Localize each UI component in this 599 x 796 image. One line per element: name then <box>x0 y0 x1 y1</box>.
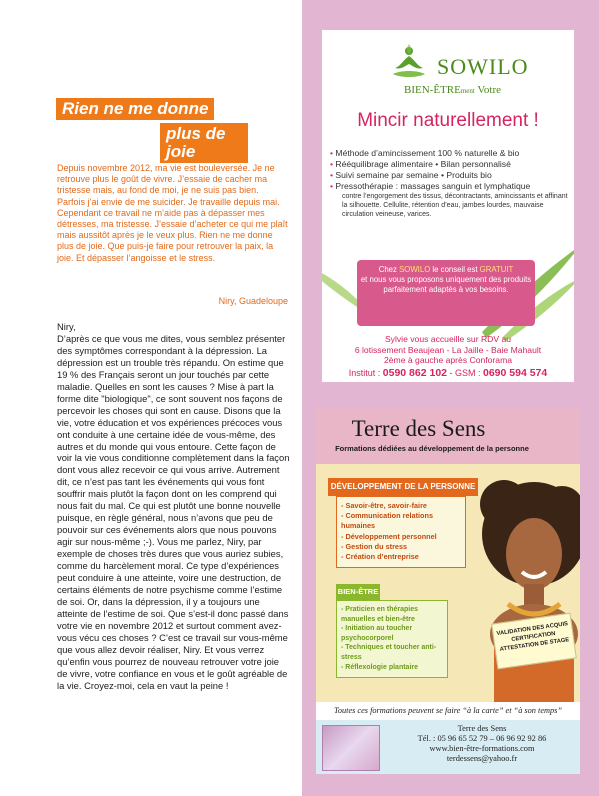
tagline-part-1: BIEN-ÊTRE <box>404 84 461 96</box>
sowilo-tagline <box>404 84 501 96</box>
tds-contact <box>384 724 580 764</box>
sowilo-headline: Mincir naturellement ! <box>357 110 539 131</box>
smiling-woman-photo <box>464 464 580 702</box>
reply-greeting: Niry, <box>57 321 76 332</box>
bullet-icon: • <box>330 170 336 180</box>
box-personal-development <box>336 496 466 568</box>
tagline-part-2: ment <box>460 87 475 95</box>
benefit-detail: contre l’engorgement des tissus, décontractants, amincissants et affinant la silhouette. Cellulite, rétention d’eau, jambes lourdes, mauvaise circulation veineuse, varices. <box>342 193 568 218</box>
training-item: - Développement personnel <box>341 531 437 541</box>
benefit-item: • Rééquilibrage alimentaire • Bilan personnalisé <box>330 159 511 169</box>
sowilo-ad <box>322 30 574 382</box>
contact-website[interactable]: www.bien-être-formations.com <box>429 744 535 753</box>
sowilo-benefits-list <box>330 148 570 219</box>
sowilo-brand: SOWILO <box>437 54 529 79</box>
tds-subtitle: Formations dédiées au développement de la personne <box>335 444 529 453</box>
tds-title: Terre des Sens <box>351 416 486 441</box>
terre-des-sens-ad <box>316 408 580 774</box>
sowilo-address <box>322 334 574 366</box>
letter-signature: Niry, Guadeloupe <box>218 296 288 306</box>
tds-caption: Toutes ces formations peuvent se faire “à la carte” et “à son temps” <box>316 702 580 720</box>
article-headline <box>48 98 248 163</box>
reply-text: D’après ce que vous me dites, vous semblez présenter des symptômes correspondant à la dépression. La dépression est un trouble très répandu. On estime que 19 % des Français seront un jour touchés par cette maladie. Quelles en sont les causes ? Mise à part la forme dite "biologique", ce sont souvent nos façons de percevoir les choses qui sont en cause. Disons que la vie, votre éducation et vos expériences précoces vous ont conduite à une certaine idée de vous-même, des autres et du monde qui vous entoure. Cette façon de voir la vie vous conditionne complètement dans la façon dont vous allez recevoir ce qui vous arrive. Autrement dit, ce n’est pas tant les événements qui vous font souffrir mais plutôt la façon dont on les comprend qui nous fait du mal. Ce qui est plutôt une bonne nouvelle puisque, en règle général, nous n’avons que peu de pouvoir sur ces événements alors que nous pouvons agir sur nous-même ;-). Vous me parlez, Niry, par exemple de choses très dures que vous auriez subies, comme du harcèlement moral. Ce type d’expériences peut conduire à une atteinte, voire une destruction, de certains éléments de notre psychisme comme l’estime de soi. Or, dans la dépression, il y a toujours une atteinte de l’estime de soi. Que s’est-il donc passé dans votre vie en novembre 2012 et surtout comment avez-vous vécu ces choses ? C’est ce travail sur vous-même que vous allez devoir réaliser, Niry. Et vous verrez qu’enfin vous pourrez de nouveau retrouver votre joie de vivre, votre confiance en vous et le goût agréable de la vie. Croyez-moi, cela en vaut la peine ! <box>57 332 290 691</box>
tds-footer <box>316 720 580 774</box>
headline-line-1: Rien ne me donne <box>56 98 214 120</box>
expert-reply <box>57 321 290 692</box>
benefit-item: • Pressothérapie : massages sanguin et lymphatique <box>330 181 531 191</box>
training-item: - Création d’entreprise <box>341 552 419 562</box>
box-wellbeing <box>336 600 448 678</box>
tagline-part-3: Votre <box>474 84 502 96</box>
spa-thumbnail-image <box>322 725 380 771</box>
training-item: - Praticien en thérapies <box>341 606 419 613</box>
training-item: - Gestion du stress <box>341 541 408 551</box>
reader-letter <box>57 163 288 264</box>
lotus-yoga-icon <box>389 42 429 82</box>
benefit-item: • Suivi semaine par semaine • Produits bio <box>330 170 492 180</box>
box-wellbeing-title: BIEN-ÊTRE <box>336 584 380 600</box>
benefit-item: • Méthode d’amincissement 100 % naturelle & bio <box>330 148 520 158</box>
box-personal-development-title: DÉVELOPPEMENT DE LA PERSONNE <box>328 478 478 496</box>
promo-text: Chez SOWILO le conseil est GRATUIT et nous vous proposons uniquement des produits parfaitement adaptés à vos besoins. <box>360 265 532 294</box>
training-item: - Techniques et toucher anti-stress <box>341 644 437 661</box>
training-item: - Communication relations humaines <box>341 511 434 531</box>
training-item: manuelles et bien-être <box>341 615 415 623</box>
contact-phone: Tél. : 05 96 65 52 79 – 06 96 92 92 86 <box>417 734 547 743</box>
training-item: - Savoir-être, savoir-faire <box>341 501 427 510</box>
training-item: - Réflexologie plantaire <box>341 663 419 671</box>
certification-seal: VALIDATION DES ACQUIS CERTIFICATION ATTESTATION DE STAGE <box>491 613 577 670</box>
bullet-icon: • <box>330 148 336 158</box>
address-line: 2ème à gauche après Conforama <box>383 355 513 365</box>
sowilo-phone: Institut : 0590 862 102 - GSM : 0690 594 574 <box>348 367 548 379</box>
headline-line-2: plus de joie <box>160 123 248 163</box>
bullet-icon: • <box>330 181 336 191</box>
contact-email[interactable]: terdessens@yahoo.fr <box>446 754 518 763</box>
training-item: - Initiation au toucher psychocorporel <box>341 625 413 642</box>
contact-name: Terre des Sens <box>457 724 507 733</box>
reader-letter-text: Depuis novembre 2012, ma vie est bouleversée. Je ne retrouve plus le goût de vivre. J’essaie de cacher ma tristesse mais, au fond de moi, je ne suis pas bien. Parfois j’ai envie de me suicider. Je travaille depuis mai. Cependant ce travail ne m’aide pas à dépasser mes détresses, ma tristesse. J’essaie d’acheter ce qui me plaît mais aussitôt après je le veux plus. Rien ne me donne plus de joie. Que puis-je faire pour retrouver la paix, la joie. Et dépasser l’angoisse et le stress. <box>57 163 288 263</box>
bullet-icon: • <box>330 159 336 169</box>
address-line: Sylvie vous accueille sur RDV au <box>384 334 512 344</box>
address-line: 6 lotissement Beaujean - La Jaille - Baie Mahault <box>354 344 542 355</box>
